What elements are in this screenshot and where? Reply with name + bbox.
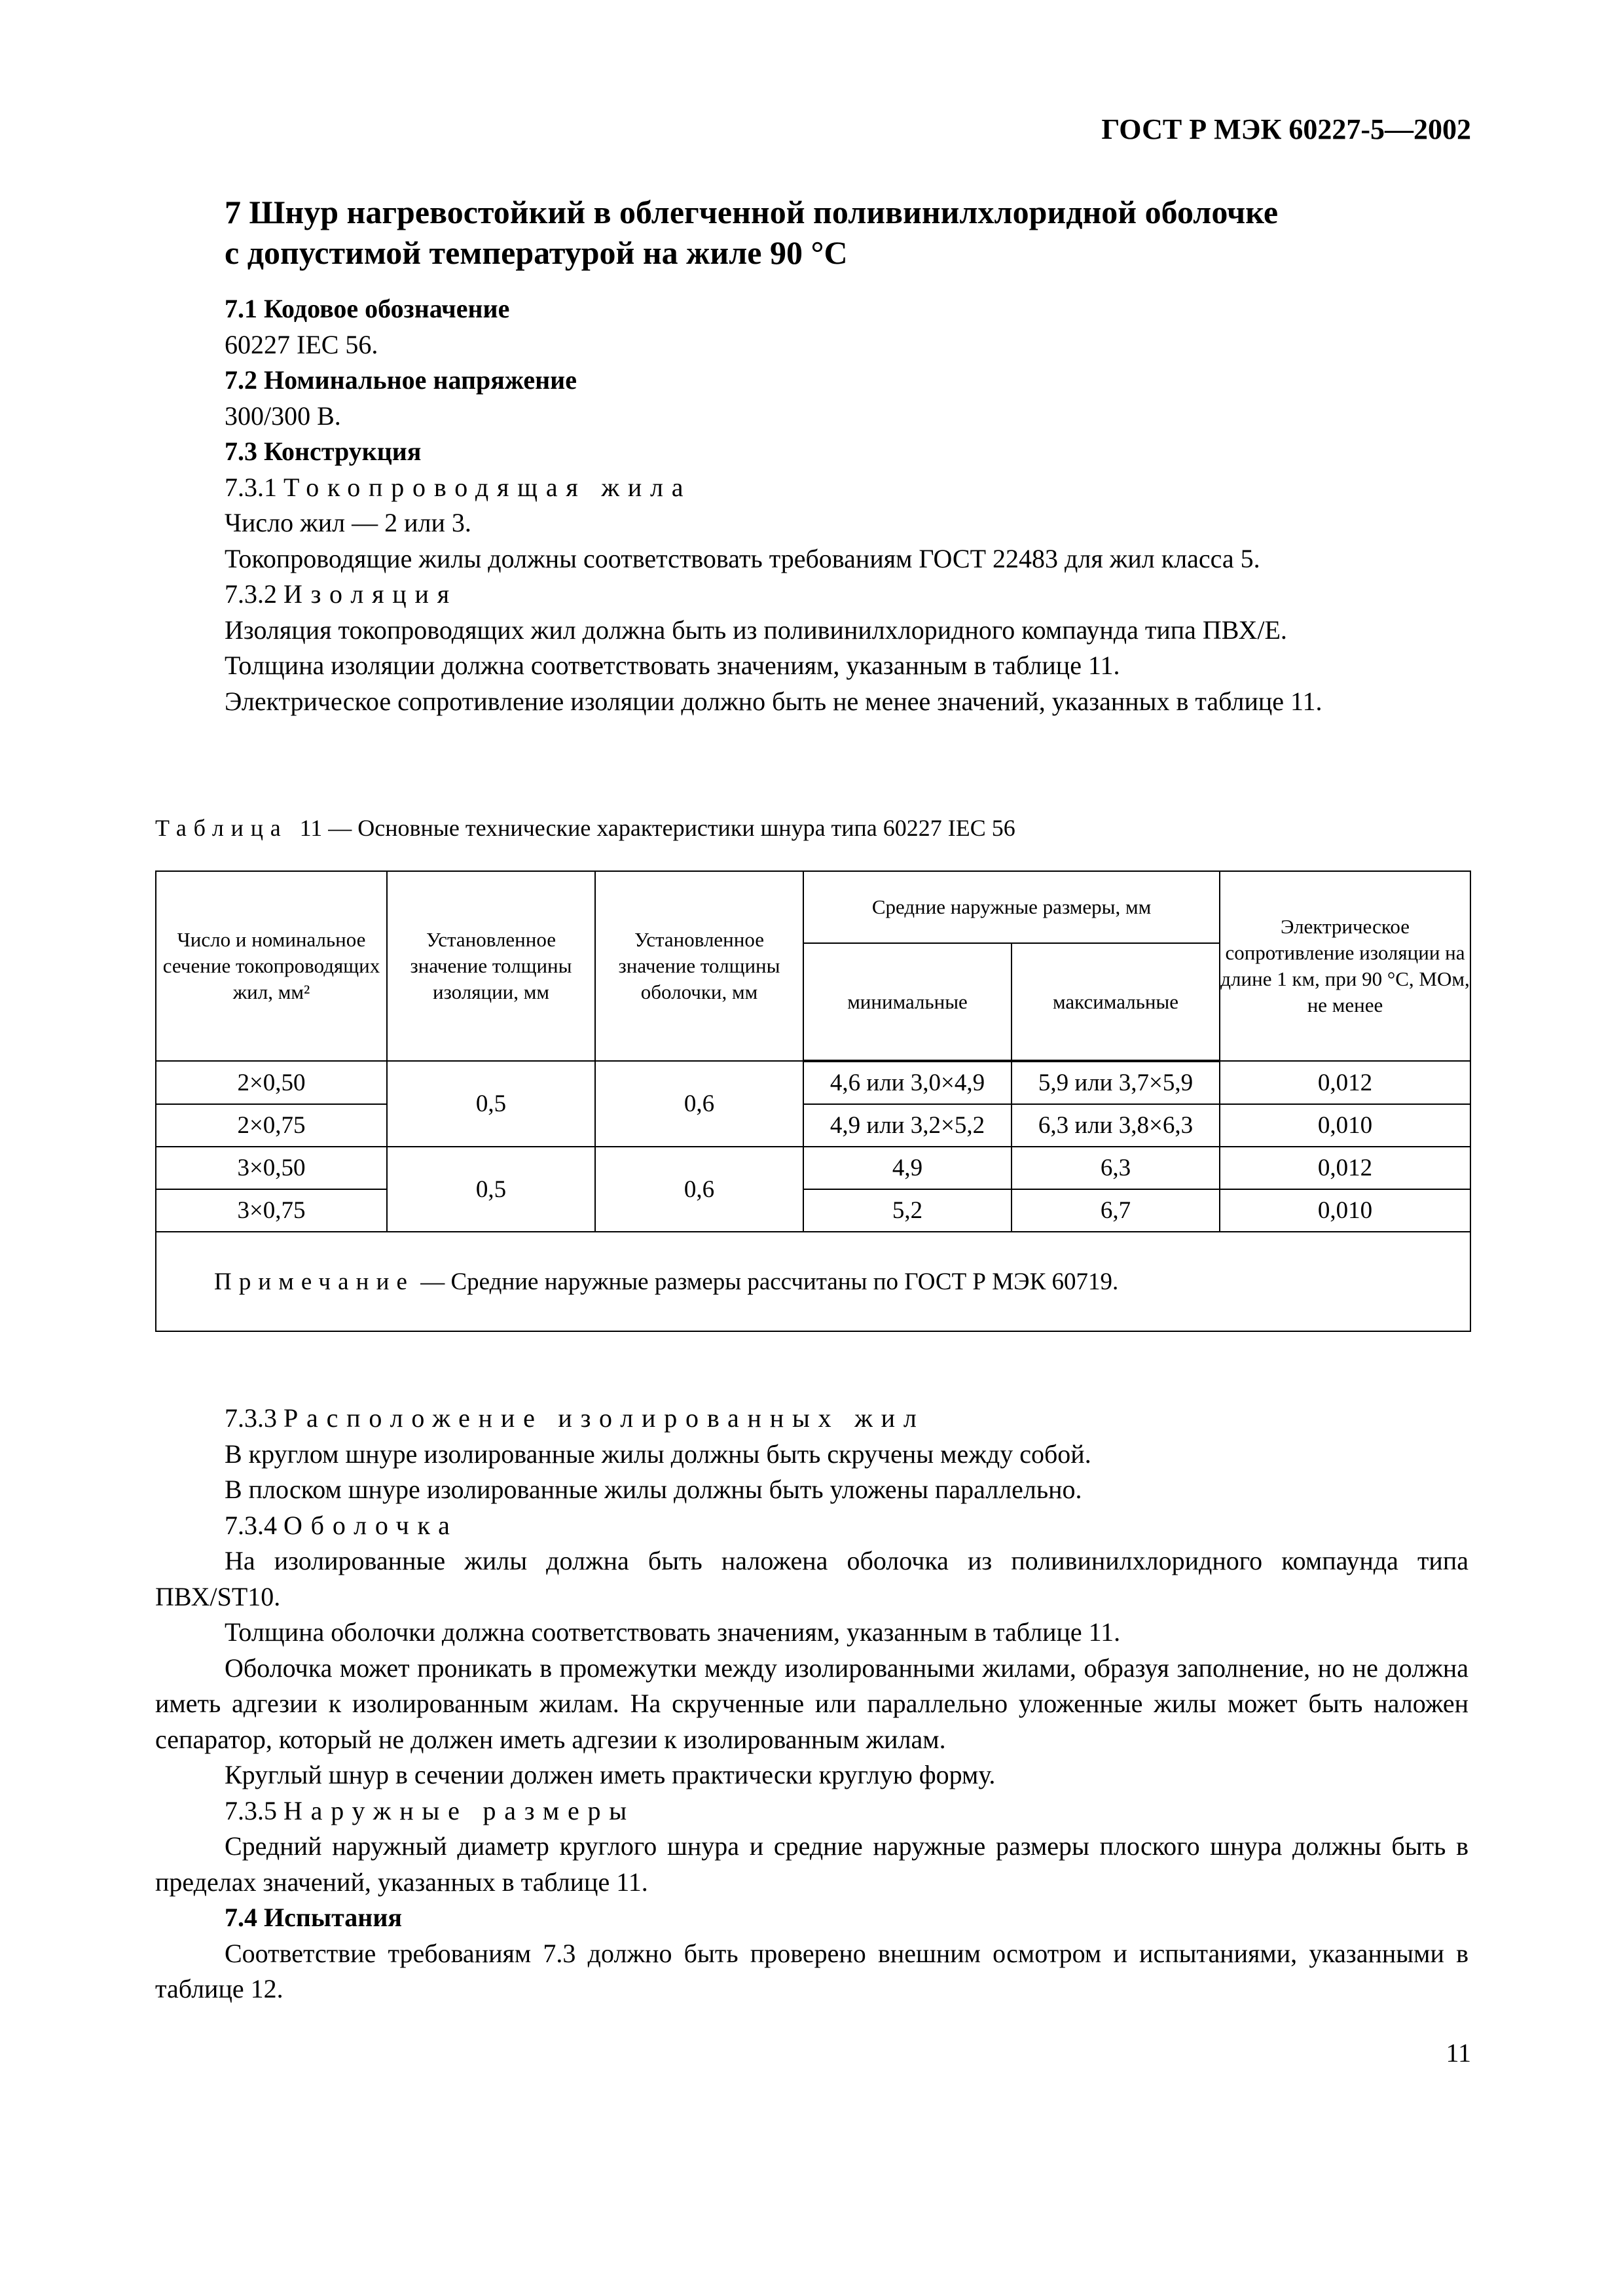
paragraph: 300/300 В. [225,401,341,431]
heading-text: Расположение изолированных жил [283,1403,925,1433]
heading-text: Оболочка [283,1510,458,1540]
cell-insulation: 0,5 [387,1147,595,1232]
spaced-heading [155,470,1468,506]
cell-insulation: 0,5 [387,1061,595,1147]
table-11 [155,870,1471,1332]
paragraph: Оболочка может проникать в промежутки между изолированными жилами, образуя заполнение, но не должна иметь адгезии к изолированным жилам. На скрученные или параллельно уложенные жилы может быть наложен сепаратор, который не должен иметь адгезии к изолированным жилам. [155,1653,1468,1754]
cell-resistance: 0,010 [1220,1189,1470,1232]
cell-section: 3×0,75 [156,1189,387,1232]
heading-number: 7.3.2 [225,579,277,609]
cell-section: 3×0,50 [156,1147,387,1189]
heading-number: 7.3.1 [225,472,277,502]
table-caption-text: 11 — Основные технические характеристики шнура типа 60227 IEC 56 [299,815,1015,841]
paragraph: Электрическое сопротивление изоляции должно быть не менее значений, указанных в таблице 11. [225,686,1322,716]
cell-sheath: 0,6 [595,1147,803,1232]
heading-text: Токопроводящая жила [283,472,692,502]
header-cell-resistance: Электрическое сопротивление изоляции на длине 1 км, при 90 °С, МОм, не менее [1220,871,1470,1061]
table-row [156,1061,1470,1104]
cell-resistance: 0,010 [1220,1104,1470,1147]
header-cell-sheath: Установленное значение толщины оболочки, мм [595,871,803,1061]
cell-sheath: 0,6 [595,1061,803,1147]
paragraph: Круглый шнур в сечении должен иметь практически круглую форму. [225,1760,996,1789]
table-header-row [156,871,1470,943]
note-word: Примечание [214,1268,414,1295]
subsection-heading: 7.1 Кодовое обозначение [225,294,510,323]
paragraph: Соответствие требованиям 7.3 должно быть проверено внешним осмотром и испытаниями, указанными в таблице 12. [155,1938,1468,2003]
cell-section: 2×0,75 [156,1104,387,1147]
header-cell-insulation: Установленное значение толщины изоляции, мм [387,871,595,1061]
paragraph: На изолированные жилы должна быть наложена оболочка из поливинилхлоридного компаунда типа ПВХ/ST10. [155,1546,1468,1611]
cell-max: 6,7 [1012,1189,1220,1232]
table-row [156,1189,1470,1232]
paragraph: Толщина оболочки должна соответствовать значениям, указанным в таблице 11. [225,1617,1121,1647]
heading-number: 7.3.4 [225,1510,277,1540]
header-cell-dimensions: Средние наружные размеры, мм [803,871,1220,943]
heading-text: Наружные размеры [283,1795,635,1825]
heading-number: 7.3.3 [225,1403,277,1433]
header-cell-min: минимальные [803,943,1012,1061]
cell-min: 4,9 [803,1147,1012,1189]
header-cell-max: максимальные [1012,943,1220,1061]
table-row [156,1104,1470,1147]
cell-min: 4,9 или 3,2×5,2 [803,1104,1012,1147]
page-number: 11 [1446,2038,1471,2068]
spaced-heading [155,1508,1468,1544]
cell-max: 6,3 [1012,1147,1220,1189]
subsection-heading: 7.4 Испытания [225,1903,403,1932]
table-caption [155,814,1015,842]
cell-max: 5,9 или 3,7×5,9 [1012,1061,1220,1104]
subsection-heading: 7.3 Конструкция [225,437,422,466]
section-title-line: с допустимой температурой на жиле 90 °С [225,234,848,271]
cell-max: 6,3 или 3,8×6,3 [1012,1104,1220,1147]
note-text: — Средние наружные размеры рассчитаны по ГОСТ Р МЭК 60719. [420,1268,1119,1295]
cell-resistance: 0,012 [1220,1061,1470,1104]
document-header: ГОСТ Р МЭК 60227-5—2002 [1101,113,1471,145]
spaced-heading [155,1793,1468,1829]
section-title-line: 7 Шнур нагревостойкий в облегченной поливинилхлоридной оболочке [225,194,1279,230]
heading-text: Изоляция [283,579,458,609]
table-note-row [156,1232,1470,1331]
spaced-heading [155,577,1468,613]
paragraph: Средний наружный диаметр круглого шнура и средние наружные размеры плоского шнура должны быть в пределах значений, указанных в таблице 11. [155,1831,1468,1897]
paragraph: Изоляция токопроводящих жил должна быть из поливинилхлоридного компаунда типа ПВХ/Е. [225,615,1287,645]
cell-section: 2×0,50 [156,1061,387,1104]
paragraph: Токопроводящие жилы должны соответствовать требованиям ГОСТ 22483 для жил класса 5. [225,543,1260,573]
top-body [155,291,1468,719]
paragraph: Толщина изоляции должна соответствовать значениям, указанным в таблице 11. [225,651,1120,680]
header-cell-section: Число и номинальное сечение токопроводящих жил, мм² [156,871,387,1061]
heading-number: 7.3.5 [225,1795,277,1825]
paragraph: В плоском шнуре изолированные жилы должны быть уложены параллельно. [225,1475,1082,1504]
paragraph: В круглом шнуре изолированные жилы должны быть скручены между собой. [225,1439,1091,1469]
cell-resistance: 0,012 [1220,1147,1470,1189]
cell-min: 4,6 или 3,0×4,9 [803,1061,1012,1104]
bottom-body [155,1401,1468,2007]
paragraph: 60227 IEC 56. [225,329,378,359]
cell-min: 5,2 [803,1189,1012,1232]
subsection-heading: 7.2 Номинальное напряжение [225,365,577,395]
spaced-heading [155,1401,1468,1437]
table-caption-word: Таблица [155,815,288,841]
paragraph: Число жил — 2 или 3. [225,508,471,537]
section-title [225,192,1442,273]
table-row [156,1147,1470,1189]
table-note [156,1232,1470,1331]
